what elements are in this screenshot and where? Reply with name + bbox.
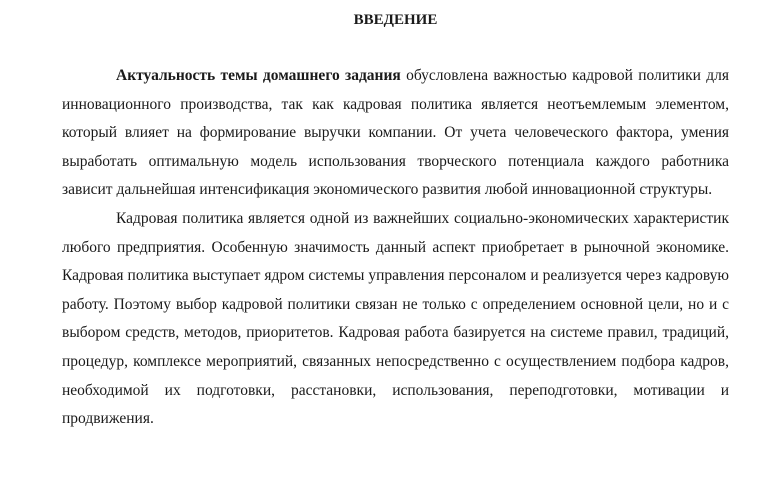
document-page — [62, 0, 729, 434]
paragraph-body: обусловлена важностью кадровой политики для инновационного производства, так как кадровая политика является неотъемлемым элементом, который влияет на формирование выручки компании. От учета человеческого фактора, умения выработать оптимальную модель использования творческого потенциала каждого работника зависит дальнейшая интенсификация экономического развития любой инновационной структуры. — [62, 67, 729, 199]
paragraph-lead-bold: Актуальность темы домашнего задания — [116, 67, 401, 84]
page-title: ВВЕДЕНИЕ — [353, 12, 438, 28]
paragraph-relevance — [62, 62, 729, 205]
paragraph-hr-policy: Кадровая политика является одной из важнейших социально-экономических характеристик любого предприятия. Особенную значимость данный аспект приобретает в рыночной экономике. Кадровая политика выступает ядром системы управления персоналом и реализуется через кадровую работу. Поэтому выбор кадровой политики связан не только с определением основной цели, но и с выбором средств, методов, приоритетов. Кадровая работа базируется на системе правил, традиций, процедур, комплексе мероприятий, связанных непосредственно с осуществлением подбора кадров, необходимой их подготовки, расстановки, использования, переподготовки, мотивации и продвижения. — [62, 209, 729, 428]
